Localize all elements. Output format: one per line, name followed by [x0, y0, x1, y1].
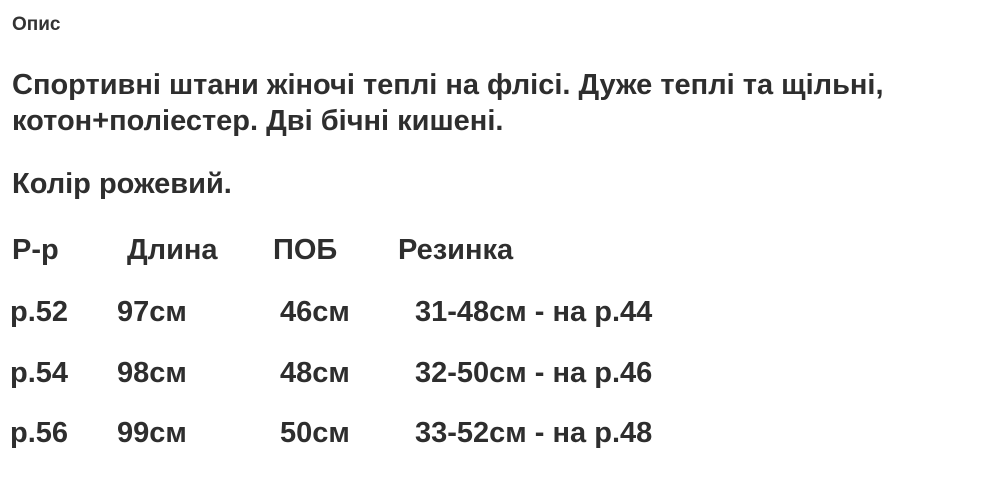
cell-length: 98см	[117, 357, 187, 389]
description-line-2: котон+поліестер. Дві бічні кишені.	[12, 105, 504, 137]
color-note: Колір рожевий.	[12, 168, 232, 200]
size-table-row	[0, 294, 1000, 330]
section-title: Опис	[12, 14, 61, 35]
product-description	[12, 67, 884, 139]
cell-elastic: 32-50см - на р.46	[415, 357, 653, 389]
header-size: Р-р	[12, 234, 59, 266]
cell-size: р.54	[10, 357, 69, 389]
header-elastic: Резинка	[398, 234, 514, 266]
size-table-header-row	[0, 232, 1000, 268]
cell-size: р.56	[10, 417, 69, 449]
size-table-row	[0, 355, 1000, 391]
cell-length: 99см	[117, 417, 187, 449]
cell-elastic: 31-48см - на р.44	[415, 296, 653, 328]
cell-length: 97см	[117, 296, 187, 328]
description-line-1: Спортивні штани жіночі теплі на флісі. Дуже теплі та щільні,	[12, 69, 884, 101]
cell-pob: 46см	[280, 296, 350, 328]
cell-pob: 50см	[280, 417, 350, 449]
size-table-row	[0, 415, 1000, 451]
header-length: Длина	[127, 234, 218, 266]
cell-size: р.52	[10, 296, 69, 328]
cell-pob: 48см	[280, 357, 350, 389]
cell-elastic: 33-52см - на р.48	[415, 417, 653, 449]
header-pob: ПОБ	[273, 234, 338, 266]
